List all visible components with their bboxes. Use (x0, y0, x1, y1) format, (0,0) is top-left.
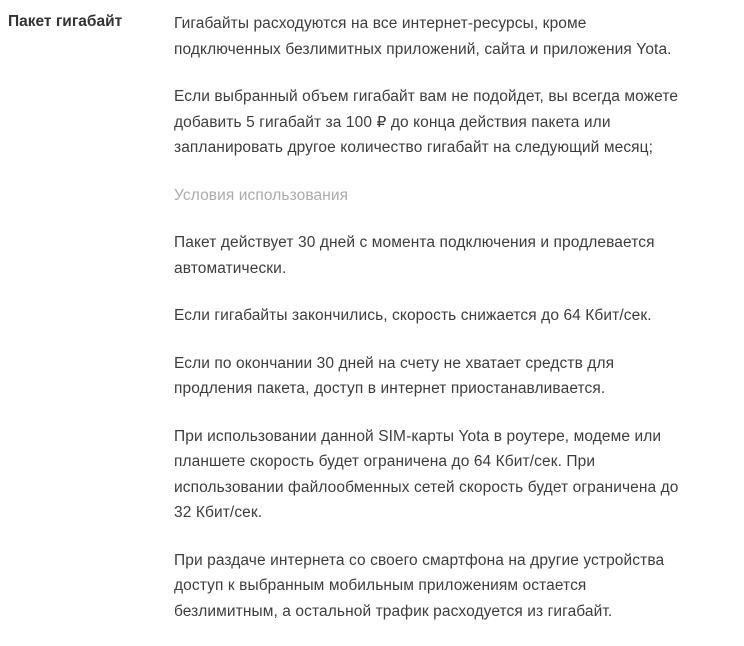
row-label-column (0, 11, 174, 33)
description-paragraph: При раздаче интернета со своего смартфона на другие устройства доступ к выбранным мобильным приложениям остается безлимитным, а остальной трафик расходуется из гигабайт. (174, 551, 665, 620)
row-description-column (174, 11, 679, 646)
usage-terms-subheading: Условия использования (174, 186, 349, 204)
description-paragraph: Если гигабайты закончились, скорость снижается до 64 Кбит/сек. (174, 307, 652, 324)
description-paragraph: При использовании данной SIM-карты Yota в роутере, модеме или планшете скорость будет ограничена до 64 Кбит/сек. При использовании файлообменных сетей скорость будет ограничена до 32 Кбит/сек. (174, 427, 679, 521)
row-title: Пакет гигабайт (8, 13, 123, 30)
description-paragraph: Если по окончании 30 дней на счету не хватает средств для продления пакета, доступ в интернет приостанавливается. (174, 354, 615, 397)
description-paragraph: Пакет действует 30 дней с момента подключения и продлевается автоматически. (174, 234, 655, 277)
description-paragraph: Если выбранный объем гигабайт вам не подойдет, вы всегда можете добавить 5 гигабайт за 100 ₽ до конца действия пакета или запланировать другое количество гигабайт на следующий месяц; (174, 88, 679, 156)
description-paragraph: Гигабайты расходуются на все интернет-ресурсы, кроме подключенных безлимитных приложений, сайта и приложения Yota. (174, 15, 672, 58)
